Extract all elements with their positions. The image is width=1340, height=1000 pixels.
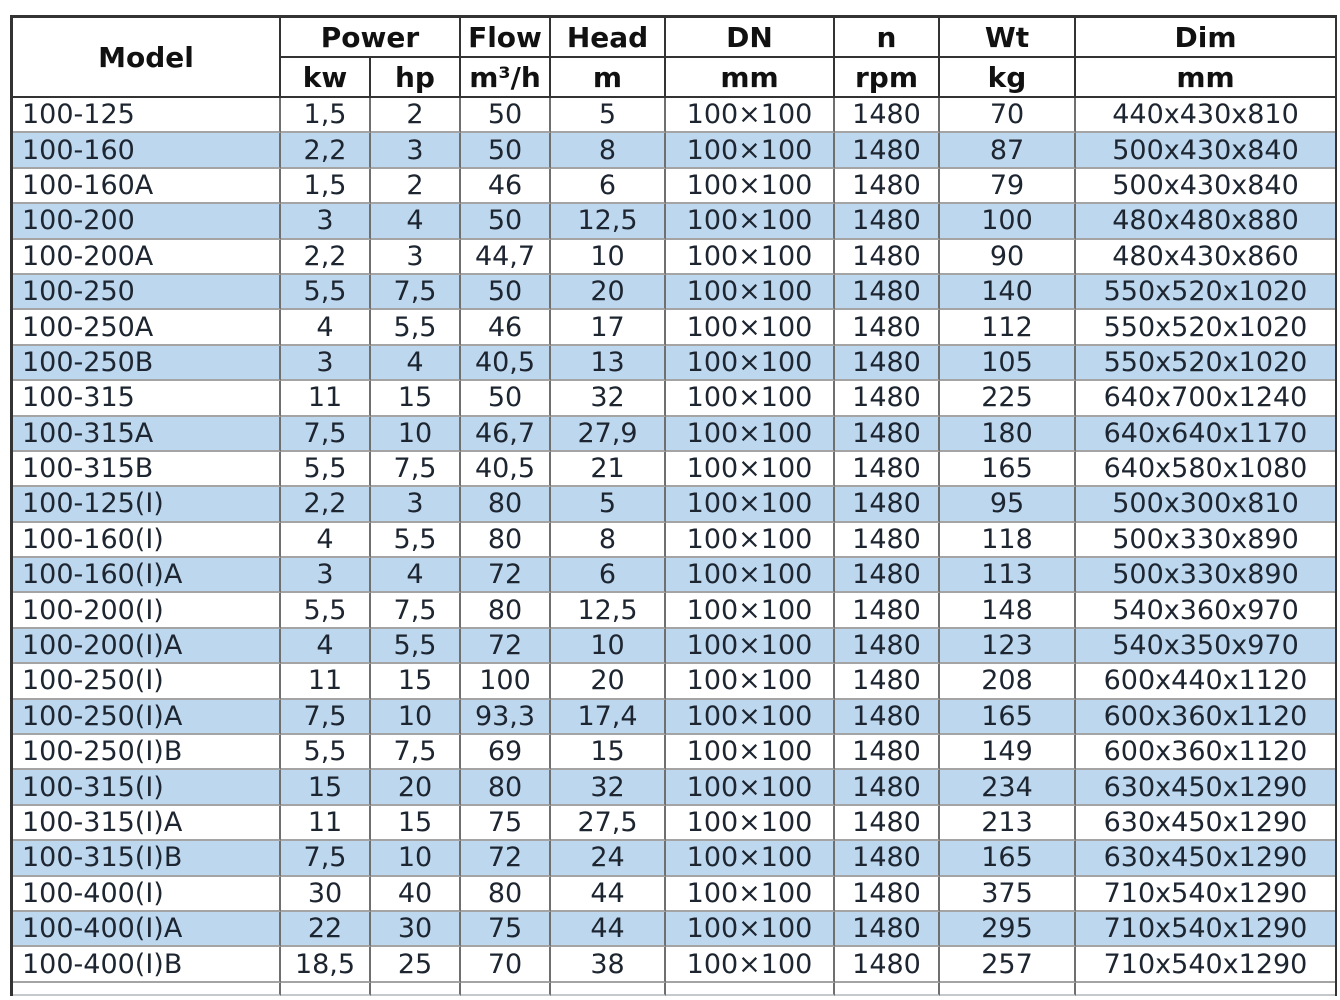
cell-power-hp: 40 — [371, 877, 461, 912]
cell-wt: 165 — [940, 700, 1076, 735]
cell-dim: 630x450x1290 — [1076, 770, 1335, 805]
cell-n: 1480 — [835, 593, 940, 628]
cell-dim: 500x430x840 — [1076, 133, 1335, 168]
cell-model: 100-250(I)A — [13, 700, 281, 735]
unit-dim: mm — [1076, 58, 1335, 98]
cell-dn: 100×100 — [666, 806, 835, 841]
cell-power-kw: 30 — [281, 877, 371, 912]
cell-n: 1480 — [835, 558, 940, 593]
cell-flow: 50 — [461, 98, 551, 133]
cell-model: 100-160A — [13, 169, 281, 204]
cell-dim: 600x440x1120 — [1076, 664, 1335, 699]
cell-model: 100-250(I)B — [13, 735, 281, 770]
cell-power-kw: 11 — [281, 381, 371, 416]
cell-power-kw: 1,5 — [281, 98, 371, 133]
cell-head: 8 — [551, 523, 666, 558]
table-row — [13, 947, 1335, 982]
cell-model-empty — [13, 983, 281, 996]
pump-spec-table-wrap — [10, 15, 1337, 996]
cell-dim: 640x700x1240 — [1076, 381, 1335, 416]
cell-dim: 630x450x1290 — [1076, 841, 1335, 876]
cell-dn: 100×100 — [666, 346, 835, 381]
cell-wt: 70 — [940, 98, 1076, 133]
cell-head: 13 — [551, 346, 666, 381]
cell-head: 24 — [551, 841, 666, 876]
cell-head: 5 — [551, 98, 666, 133]
cell-dn: 100×100 — [666, 841, 835, 876]
cell-power-kw: 2,2 — [281, 133, 371, 168]
table-row-partial — [13, 983, 1335, 996]
cell-head: 5 — [551, 487, 666, 522]
cell-head: 21 — [551, 452, 666, 487]
cell-model: 100-160(I) — [13, 523, 281, 558]
cell-head: 15 — [551, 735, 666, 770]
cell-power-hp: 4 — [371, 346, 461, 381]
table-row — [13, 700, 1335, 735]
cell-flow: 100 — [461, 664, 551, 699]
cell-power-hp: 15 — [371, 381, 461, 416]
table-body — [13, 98, 1335, 996]
cell-wt: 148 — [940, 593, 1076, 628]
cell-dn: 100×100 — [666, 204, 835, 239]
cell-wt: 257 — [940, 947, 1076, 982]
cell-dim: 710x540x1290 — [1076, 912, 1335, 947]
table-row — [13, 523, 1335, 558]
cell-power-kw: 4 — [281, 310, 371, 345]
cell-power-kw: 3 — [281, 558, 371, 593]
cell-power-kw: 5,5 — [281, 593, 371, 628]
header-row-labels — [13, 18, 1335, 58]
cell-flow: 72 — [461, 558, 551, 593]
cell-flow: 40,5 — [461, 346, 551, 381]
cell-dn: 100×100 — [666, 310, 835, 345]
cell-dn: 100×100 — [666, 770, 835, 805]
table-row — [13, 629, 1335, 664]
cell-flow: 80 — [461, 593, 551, 628]
cell-wt: 208 — [940, 664, 1076, 699]
cell-power-kw: 15 — [281, 770, 371, 805]
cell-n: 1480 — [835, 735, 940, 770]
cell-dn: 100×100 — [666, 133, 835, 168]
cell-model: 100-315(I) — [13, 770, 281, 805]
cell-flow: 93,3 — [461, 700, 551, 735]
cell-head: 44 — [551, 912, 666, 947]
cell-flow: 80 — [461, 523, 551, 558]
cell-power-hp: 7,5 — [371, 593, 461, 628]
cell-n: 1480 — [835, 204, 940, 239]
cell-head: 20 — [551, 275, 666, 310]
cell-wt: 95 — [940, 487, 1076, 522]
cell-power-hp: 2 — [371, 169, 461, 204]
table-row — [13, 133, 1335, 168]
cell-power-kw: 2,2 — [281, 240, 371, 275]
cell-power-kw: 4 — [281, 523, 371, 558]
cell-power-hp: 4 — [371, 558, 461, 593]
cell-model: 100-400(I)B — [13, 947, 281, 982]
cell-model: 100-200A — [13, 240, 281, 275]
cell-power-kw: 11 — [281, 806, 371, 841]
cell-wt: 165 — [940, 841, 1076, 876]
cell-dim: 600x360x1120 — [1076, 700, 1335, 735]
cell-power-kw-empty — [281, 983, 371, 996]
cell-flow: 40,5 — [461, 452, 551, 487]
cell-flow: 75 — [461, 806, 551, 841]
cell-flow: 70 — [461, 947, 551, 982]
table-row — [13, 275, 1335, 310]
table-header — [13, 18, 1335, 98]
unit-head: m — [551, 58, 666, 98]
cell-dn: 100×100 — [666, 912, 835, 947]
cell-model: 100-315 — [13, 381, 281, 416]
cell-wt: 90 — [940, 240, 1076, 275]
cell-n-empty — [835, 983, 940, 996]
table-row — [13, 452, 1335, 487]
cell-power-hp: 25 — [371, 947, 461, 982]
cell-dim-empty — [1076, 983, 1335, 996]
unit-flow: m³/h — [461, 58, 551, 98]
cell-dim: 550x520x1020 — [1076, 346, 1335, 381]
cell-head: 10 — [551, 629, 666, 664]
cell-dim: 440x430x810 — [1076, 98, 1335, 133]
cell-model: 100-200(I) — [13, 593, 281, 628]
cell-dn: 100×100 — [666, 487, 835, 522]
table-row — [13, 98, 1335, 133]
cell-power-hp: 7,5 — [371, 275, 461, 310]
cell-dim: 500x330x890 — [1076, 558, 1335, 593]
cell-wt: 123 — [940, 629, 1076, 664]
cell-power-kw: 2,2 — [281, 487, 371, 522]
cell-n: 1480 — [835, 487, 940, 522]
unit-wt: kg — [940, 58, 1076, 98]
cell-n: 1480 — [835, 912, 940, 947]
cell-dn: 100×100 — [666, 98, 835, 133]
cell-model: 100-200 — [13, 204, 281, 239]
cell-power-kw: 5,5 — [281, 452, 371, 487]
col-header-power: Power — [281, 18, 461, 58]
cell-flow: 50 — [461, 133, 551, 168]
cell-head: 20 — [551, 664, 666, 699]
cell-n: 1480 — [835, 240, 940, 275]
table-row — [13, 877, 1335, 912]
cell-power-hp: 7,5 — [371, 452, 461, 487]
cell-power-kw: 18,5 — [281, 947, 371, 982]
cell-power-kw: 7,5 — [281, 841, 371, 876]
cell-n: 1480 — [835, 877, 940, 912]
cell-dn: 100×100 — [666, 381, 835, 416]
cell-power-hp-empty — [371, 983, 461, 996]
cell-power-hp: 10 — [371, 841, 461, 876]
cell-n: 1480 — [835, 700, 940, 735]
table-row — [13, 310, 1335, 345]
cell-n: 1480 — [835, 381, 940, 416]
col-header-n: n — [835, 18, 940, 58]
unit-kw: kw — [281, 58, 371, 98]
cell-wt: 375 — [940, 877, 1076, 912]
cell-wt: 165 — [940, 452, 1076, 487]
cell-flow: 46 — [461, 310, 551, 345]
col-header-dim: Dim — [1076, 18, 1335, 58]
cell-n: 1480 — [835, 806, 940, 841]
cell-n: 1480 — [835, 417, 940, 452]
pump-spec-table — [10, 15, 1337, 996]
cell-flow: 80 — [461, 487, 551, 522]
table-row — [13, 204, 1335, 239]
cell-dn: 100×100 — [666, 700, 835, 735]
cell-n: 1480 — [835, 310, 940, 345]
cell-dn: 100×100 — [666, 275, 835, 310]
cell-wt: 180 — [940, 417, 1076, 452]
cell-n: 1480 — [835, 169, 940, 204]
cell-dn: 100×100 — [666, 417, 835, 452]
col-header-wt: Wt — [940, 18, 1076, 58]
unit-dn: mm — [666, 58, 835, 98]
cell-flow: 44,7 — [461, 240, 551, 275]
cell-power-kw: 11 — [281, 664, 371, 699]
table-row — [13, 735, 1335, 770]
cell-power-hp: 30 — [371, 912, 461, 947]
cell-n: 1480 — [835, 98, 940, 133]
cell-flow: 72 — [461, 629, 551, 664]
cell-dim: 710x540x1290 — [1076, 877, 1335, 912]
cell-head: 32 — [551, 770, 666, 805]
cell-head: 12,5 — [551, 593, 666, 628]
cell-flow: 50 — [461, 204, 551, 239]
cell-dn: 100×100 — [666, 452, 835, 487]
table-row — [13, 381, 1335, 416]
cell-dim: 630x450x1290 — [1076, 806, 1335, 841]
cell-flow: 72 — [461, 841, 551, 876]
cell-power-hp: 10 — [371, 417, 461, 452]
cell-power-kw: 5,5 — [281, 275, 371, 310]
cell-flow: 80 — [461, 877, 551, 912]
cell-model: 100-400(I) — [13, 877, 281, 912]
cell-dn: 100×100 — [666, 593, 835, 628]
cell-model: 100-315A — [13, 417, 281, 452]
cell-wt: 234 — [940, 770, 1076, 805]
cell-model: 100-125 — [13, 98, 281, 133]
cell-flow: 50 — [461, 381, 551, 416]
cell-head: 6 — [551, 558, 666, 593]
cell-power-hp: 15 — [371, 664, 461, 699]
cell-power-hp: 5,5 — [371, 310, 461, 345]
table-row — [13, 346, 1335, 381]
cell-head: 17 — [551, 310, 666, 345]
cell-power-hp: 3 — [371, 133, 461, 168]
cell-wt: 213 — [940, 806, 1076, 841]
cell-head: 27,9 — [551, 417, 666, 452]
col-header-model: Model — [13, 18, 281, 98]
cell-power-hp: 20 — [371, 770, 461, 805]
cell-power-hp: 2 — [371, 98, 461, 133]
cell-wt: 113 — [940, 558, 1076, 593]
cell-power-kw: 4 — [281, 629, 371, 664]
cell-wt: 87 — [940, 133, 1076, 168]
cell-wt: 140 — [940, 275, 1076, 310]
cell-head: 32 — [551, 381, 666, 416]
cell-power-hp: 3 — [371, 240, 461, 275]
table-row — [13, 169, 1335, 204]
cell-n: 1480 — [835, 523, 940, 558]
cell-wt: 105 — [940, 346, 1076, 381]
col-header-dn: DN — [666, 18, 835, 58]
cell-n: 1480 — [835, 133, 940, 168]
cell-n: 1480 — [835, 346, 940, 381]
cell-dim: 500x330x890 — [1076, 523, 1335, 558]
cell-flow: 46,7 — [461, 417, 551, 452]
cell-wt-empty — [940, 983, 1076, 996]
cell-dn: 100×100 — [666, 664, 835, 699]
cell-dn: 100×100 — [666, 169, 835, 204]
cell-dim: 550x520x1020 — [1076, 275, 1335, 310]
col-header-head: Head — [551, 18, 666, 58]
cell-dim: 550x520x1020 — [1076, 310, 1335, 345]
cell-dim: 480x480x880 — [1076, 204, 1335, 239]
cell-model: 100-160 — [13, 133, 281, 168]
cell-flow: 50 — [461, 275, 551, 310]
cell-flow: 75 — [461, 912, 551, 947]
cell-head: 6 — [551, 169, 666, 204]
cell-dn: 100×100 — [666, 735, 835, 770]
cell-power-kw: 5,5 — [281, 735, 371, 770]
cell-flow: 69 — [461, 735, 551, 770]
cell-power-hp: 7,5 — [371, 735, 461, 770]
cell-model: 100-160(I)A — [13, 558, 281, 593]
cell-power-hp: 10 — [371, 700, 461, 735]
table-row — [13, 806, 1335, 841]
cell-power-hp: 5,5 — [371, 629, 461, 664]
cell-model: 100-400(I)A — [13, 912, 281, 947]
unit-hp: hp — [371, 58, 461, 98]
cell-power-hp: 4 — [371, 204, 461, 239]
cell-model: 100-200(I)A — [13, 629, 281, 664]
cell-head-empty — [551, 983, 666, 996]
table-row — [13, 841, 1335, 876]
cell-dim: 710x540x1290 — [1076, 947, 1335, 982]
cell-n: 1480 — [835, 947, 940, 982]
cell-dim: 500x430x840 — [1076, 169, 1335, 204]
table-row — [13, 664, 1335, 699]
table-row — [13, 487, 1335, 522]
cell-power-hp: 3 — [371, 487, 461, 522]
cell-n: 1480 — [835, 629, 940, 664]
cell-dim: 500x300x810 — [1076, 487, 1335, 522]
cell-head: 38 — [551, 947, 666, 982]
table-row — [13, 593, 1335, 628]
cell-dn: 100×100 — [666, 240, 835, 275]
cell-wt: 225 — [940, 381, 1076, 416]
cell-power-kw: 3 — [281, 346, 371, 381]
cell-power-kw: 1,5 — [281, 169, 371, 204]
cell-wt: 149 — [940, 735, 1076, 770]
col-header-flow: Flow — [461, 18, 551, 58]
cell-dn-empty — [666, 983, 835, 996]
cell-n: 1480 — [835, 664, 940, 699]
cell-n: 1480 — [835, 770, 940, 805]
cell-wt: 295 — [940, 912, 1076, 947]
cell-head: 44 — [551, 877, 666, 912]
cell-model: 100-250A — [13, 310, 281, 345]
cell-dim: 540x350x970 — [1076, 629, 1335, 664]
cell-dn: 100×100 — [666, 629, 835, 664]
cell-n: 1480 — [835, 452, 940, 487]
table-row — [13, 558, 1335, 593]
cell-dn: 100×100 — [666, 523, 835, 558]
cell-dn: 100×100 — [666, 877, 835, 912]
unit-n: rpm — [835, 58, 940, 98]
cell-wt: 112 — [940, 310, 1076, 345]
cell-dim: 480x430x860 — [1076, 240, 1335, 275]
cell-wt: 100 — [940, 204, 1076, 239]
cell-model: 100-125(I) — [13, 487, 281, 522]
cell-model: 100-315B — [13, 452, 281, 487]
cell-power-kw: 3 — [281, 204, 371, 239]
cell-model: 100-250(I) — [13, 664, 281, 699]
cell-power-kw: 7,5 — [281, 700, 371, 735]
cell-dim: 640x580x1080 — [1076, 452, 1335, 487]
cell-n: 1480 — [835, 841, 940, 876]
cell-power-kw: 22 — [281, 912, 371, 947]
cell-model: 100-315(I)B — [13, 841, 281, 876]
table-row — [13, 912, 1335, 947]
cell-model: 100-250 — [13, 275, 281, 310]
cell-flow: 46 — [461, 169, 551, 204]
cell-head: 10 — [551, 240, 666, 275]
cell-dim: 640x640x1170 — [1076, 417, 1335, 452]
cell-model: 100-250B — [13, 346, 281, 381]
cell-flow-empty — [461, 983, 551, 996]
cell-wt: 79 — [940, 169, 1076, 204]
cell-dim: 600x360x1120 — [1076, 735, 1335, 770]
table-row — [13, 770, 1335, 805]
cell-power-hp: 15 — [371, 806, 461, 841]
cell-n: 1480 — [835, 275, 940, 310]
cell-head: 12,5 — [551, 204, 666, 239]
cell-dn: 100×100 — [666, 947, 835, 982]
cell-wt: 118 — [940, 523, 1076, 558]
cell-model: 100-315(I)A — [13, 806, 281, 841]
cell-flow: 80 — [461, 770, 551, 805]
cell-power-hp: 5,5 — [371, 523, 461, 558]
table-row — [13, 240, 1335, 275]
cell-dim: 540x360x970 — [1076, 593, 1335, 628]
cell-head: 27,5 — [551, 806, 666, 841]
cell-dn: 100×100 — [666, 558, 835, 593]
cell-head: 8 — [551, 133, 666, 168]
cell-power-kw: 7,5 — [281, 417, 371, 452]
table-row — [13, 417, 1335, 452]
cell-head: 17,4 — [551, 700, 666, 735]
